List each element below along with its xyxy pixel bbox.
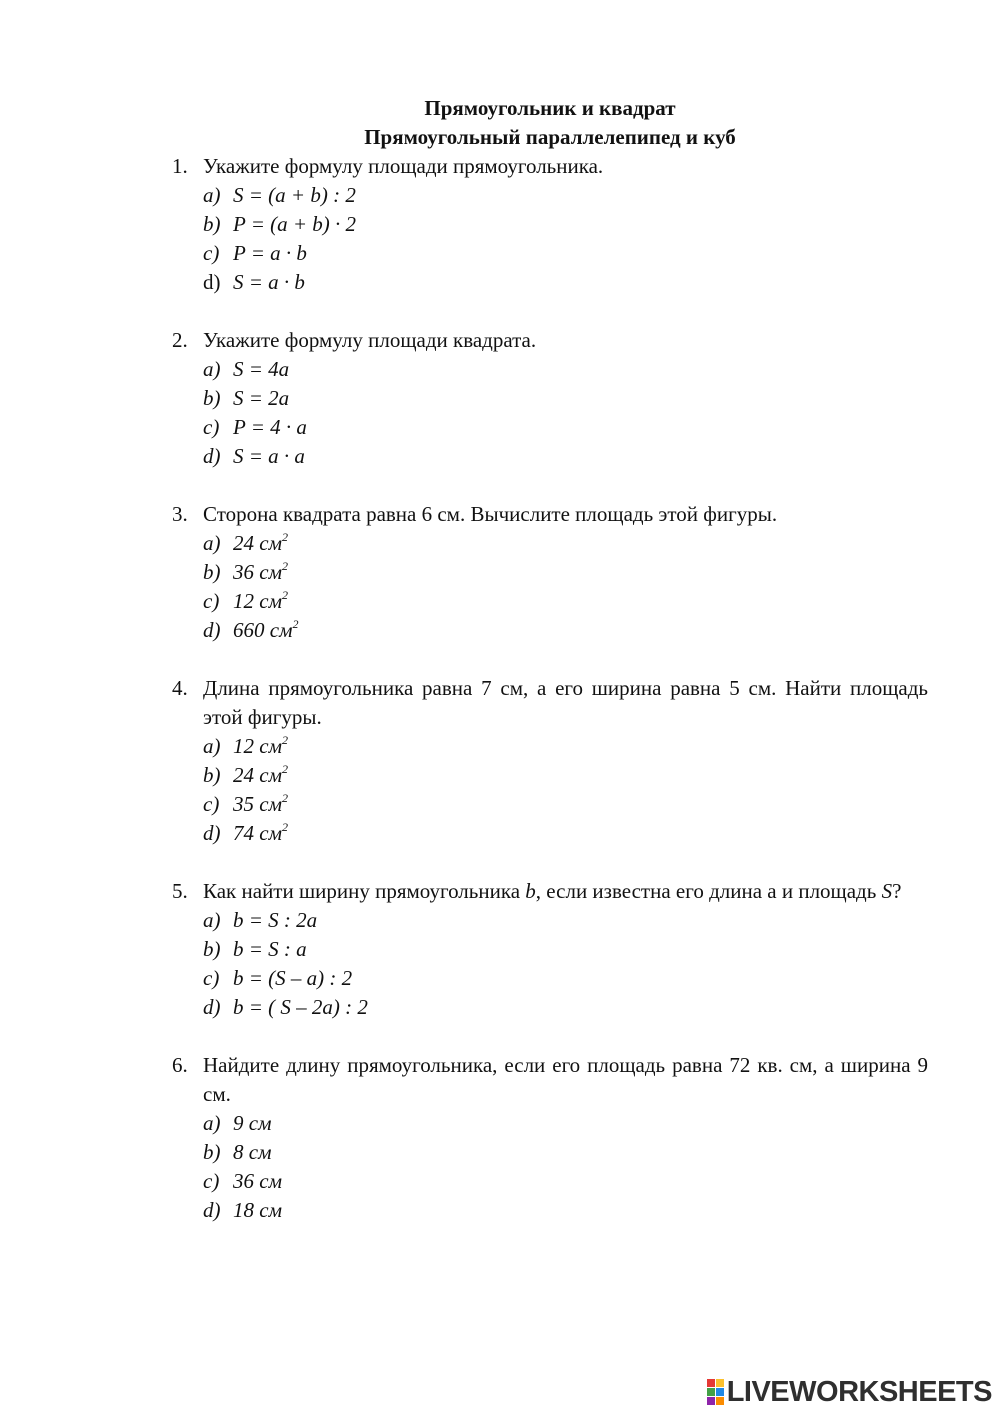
question-text-part: Найдите длину прямоугольника, если его площадь равна 72 кв. см, а ширина 9 см. xyxy=(203,1053,928,1106)
question-text-part: Длина прямоугольника равна 7 см, а его ширина равна 5 см. Найти площадь этой фигуры. xyxy=(203,676,928,729)
option-letter: c) xyxy=(203,589,220,613)
answer-option xyxy=(203,1167,928,1196)
option-value: 8 см xyxy=(233,1140,272,1164)
option-text xyxy=(233,587,288,616)
answer-option xyxy=(203,558,928,587)
option-text xyxy=(233,529,288,558)
worksheet-title xyxy=(0,94,1000,152)
option-text xyxy=(233,819,288,848)
answer-options xyxy=(172,1109,928,1225)
title-line-2: Прямоугольный параллелепипед и куб xyxy=(364,125,736,149)
option-letter: a) xyxy=(203,734,221,758)
question-number: 5. xyxy=(172,879,188,903)
option-letter: d) xyxy=(203,618,221,642)
question-line xyxy=(172,500,928,529)
logo-square xyxy=(707,1397,715,1405)
answer-option xyxy=(203,1196,928,1225)
question-item xyxy=(172,877,928,1022)
answer-option xyxy=(203,529,928,558)
answer-options xyxy=(172,732,928,848)
answer-options xyxy=(172,906,928,1022)
option-value: 36 см xyxy=(233,560,282,584)
question-line xyxy=(172,326,928,355)
option-text xyxy=(233,906,317,935)
option-letter: d) xyxy=(203,270,221,294)
option-value: b = S : a xyxy=(233,937,307,961)
question-text-part: Укажите формулу площади прямоугольника. xyxy=(203,154,604,178)
logo-square xyxy=(716,1397,724,1405)
question-list xyxy=(172,152,928,1254)
question-text-part: b xyxy=(525,879,536,903)
answer-option xyxy=(203,964,928,993)
question-number: 6. xyxy=(172,1053,188,1077)
option-value: 36 см xyxy=(233,1169,282,1193)
option-letter: d) xyxy=(203,821,221,845)
liveworksheets-logo-icon xyxy=(707,1379,724,1405)
option-unit-exponent: 2 xyxy=(281,559,288,573)
question-line xyxy=(172,674,928,732)
answer-option xyxy=(203,935,928,964)
question-text xyxy=(203,674,928,732)
option-letter: a) xyxy=(203,908,221,932)
option-text xyxy=(233,558,288,587)
answer-options xyxy=(172,529,928,645)
option-unit-exponent: 2 xyxy=(281,588,288,602)
option-value: 74 см xyxy=(233,821,282,845)
logo-square xyxy=(716,1379,724,1387)
question-item xyxy=(172,1051,928,1225)
answer-option xyxy=(203,442,928,471)
answer-option xyxy=(203,355,928,384)
option-letter: b) xyxy=(203,763,221,787)
question-text xyxy=(203,500,928,529)
answer-option xyxy=(203,1109,928,1138)
option-value: S = (a + b) : 2 xyxy=(233,183,356,207)
question-text-part: S xyxy=(881,879,893,903)
option-text xyxy=(233,993,368,1022)
option-letter: b) xyxy=(203,560,221,584)
option-unit-exponent: 2 xyxy=(281,820,288,834)
answer-option xyxy=(203,239,928,268)
option-text xyxy=(233,442,305,471)
question-item xyxy=(172,326,928,471)
question-item xyxy=(172,152,928,297)
liveworksheets-watermark xyxy=(707,1377,992,1407)
option-letter: a) xyxy=(203,183,221,207)
option-letter: a) xyxy=(203,531,221,555)
option-letter: b) xyxy=(203,386,221,410)
answer-options xyxy=(172,355,928,471)
option-value: 12 см xyxy=(233,589,282,613)
option-text xyxy=(233,355,289,384)
option-text xyxy=(233,1196,282,1225)
option-value: 12 см xyxy=(233,734,282,758)
option-value: 24 см xyxy=(233,763,282,787)
option-value: 660 см xyxy=(233,618,293,642)
option-letter: c) xyxy=(203,966,220,990)
answer-option xyxy=(203,181,928,210)
question-line xyxy=(172,1051,928,1109)
answer-option xyxy=(203,790,928,819)
question-text-part: Укажите формулу площади квадрата. xyxy=(203,328,537,352)
option-value: S = 4a xyxy=(233,357,290,381)
option-letter: b) xyxy=(203,212,221,236)
question-text-part: Как найти ширину прямоугольника xyxy=(203,879,526,903)
option-value: P = 4 · a xyxy=(233,415,307,439)
answer-option xyxy=(203,993,928,1022)
question-text-part: ? xyxy=(892,879,902,903)
answer-option xyxy=(203,906,928,935)
question-number: 2. xyxy=(172,328,188,352)
option-value: P = a · b xyxy=(233,241,307,265)
answer-option xyxy=(203,268,928,297)
option-value: b = (S – a) : 2 xyxy=(233,966,353,990)
option-letter: b) xyxy=(203,1140,221,1164)
question-item xyxy=(172,500,928,645)
question-line xyxy=(172,152,928,181)
answer-option xyxy=(203,384,928,413)
option-letter: d) xyxy=(203,1198,221,1222)
option-text xyxy=(233,268,305,297)
option-letter: a) xyxy=(203,357,221,381)
option-letter: c) xyxy=(203,1169,220,1193)
option-letter: d) xyxy=(203,444,221,468)
answer-option xyxy=(203,616,928,645)
option-value: b = S : 2a xyxy=(233,908,318,932)
answer-option xyxy=(203,1138,928,1167)
question-text xyxy=(203,877,928,906)
answer-option xyxy=(203,587,928,616)
option-unit-exponent: 2 xyxy=(281,762,288,776)
answer-options xyxy=(172,181,928,297)
option-text xyxy=(233,1167,282,1196)
option-text xyxy=(233,1109,271,1138)
option-text xyxy=(233,935,307,964)
question-text xyxy=(203,326,928,355)
logo-square xyxy=(707,1388,715,1396)
question-item xyxy=(172,674,928,848)
logo-square xyxy=(707,1379,715,1387)
option-unit-exponent: 2 xyxy=(281,530,288,544)
option-text xyxy=(233,964,352,993)
question-number: 4. xyxy=(172,676,188,700)
option-letter: d) xyxy=(203,995,221,1019)
option-value: 9 см xyxy=(233,1111,272,1135)
question-text xyxy=(203,1051,928,1109)
option-text xyxy=(233,790,288,819)
option-text xyxy=(233,732,288,761)
option-value: S = 2a xyxy=(233,386,290,410)
option-value: 24 см xyxy=(233,531,282,555)
option-text xyxy=(233,384,289,413)
question-text-part: Сторона квадрата равна 6 см. Вычислите площадь этой фигуры. xyxy=(203,502,778,526)
option-text xyxy=(233,239,307,268)
question-line xyxy=(172,877,928,906)
option-value: P = (a + b) · 2 xyxy=(233,212,357,236)
option-text xyxy=(233,413,307,442)
option-unit-exponent: 2 xyxy=(281,791,288,805)
answer-option xyxy=(203,819,928,848)
answer-option xyxy=(203,732,928,761)
option-value: S = a · b xyxy=(233,270,305,294)
option-letter: a) xyxy=(203,1111,221,1135)
option-letter: c) xyxy=(203,241,220,265)
answer-option xyxy=(203,761,928,790)
option-letter: c) xyxy=(203,792,220,816)
option-text xyxy=(233,1138,271,1167)
option-value: 18 см xyxy=(233,1198,282,1222)
question-text xyxy=(203,152,928,181)
option-letter: c) xyxy=(203,415,220,439)
option-letter: b) xyxy=(203,937,221,961)
title-line-1: Прямоугольник и квадрат xyxy=(424,96,676,120)
option-value: S = a · a xyxy=(233,444,305,468)
question-number: 1. xyxy=(172,154,188,178)
option-text xyxy=(233,761,288,790)
option-text xyxy=(233,616,298,645)
answer-option xyxy=(203,210,928,239)
watermark-text: LIVEWORKSHEETS xyxy=(726,1375,992,1408)
question-number: 3. xyxy=(172,502,188,526)
option-text xyxy=(233,210,356,239)
option-unit-exponent: 2 xyxy=(281,733,288,747)
option-unit-exponent: 2 xyxy=(292,617,299,631)
option-value: 35 см xyxy=(233,792,282,816)
logo-square xyxy=(716,1388,724,1396)
option-value: b = ( S – 2a) : 2 xyxy=(233,995,368,1019)
question-text-part: , если известна его длина а и площадь xyxy=(535,879,882,903)
option-text xyxy=(233,181,356,210)
answer-option xyxy=(203,413,928,442)
